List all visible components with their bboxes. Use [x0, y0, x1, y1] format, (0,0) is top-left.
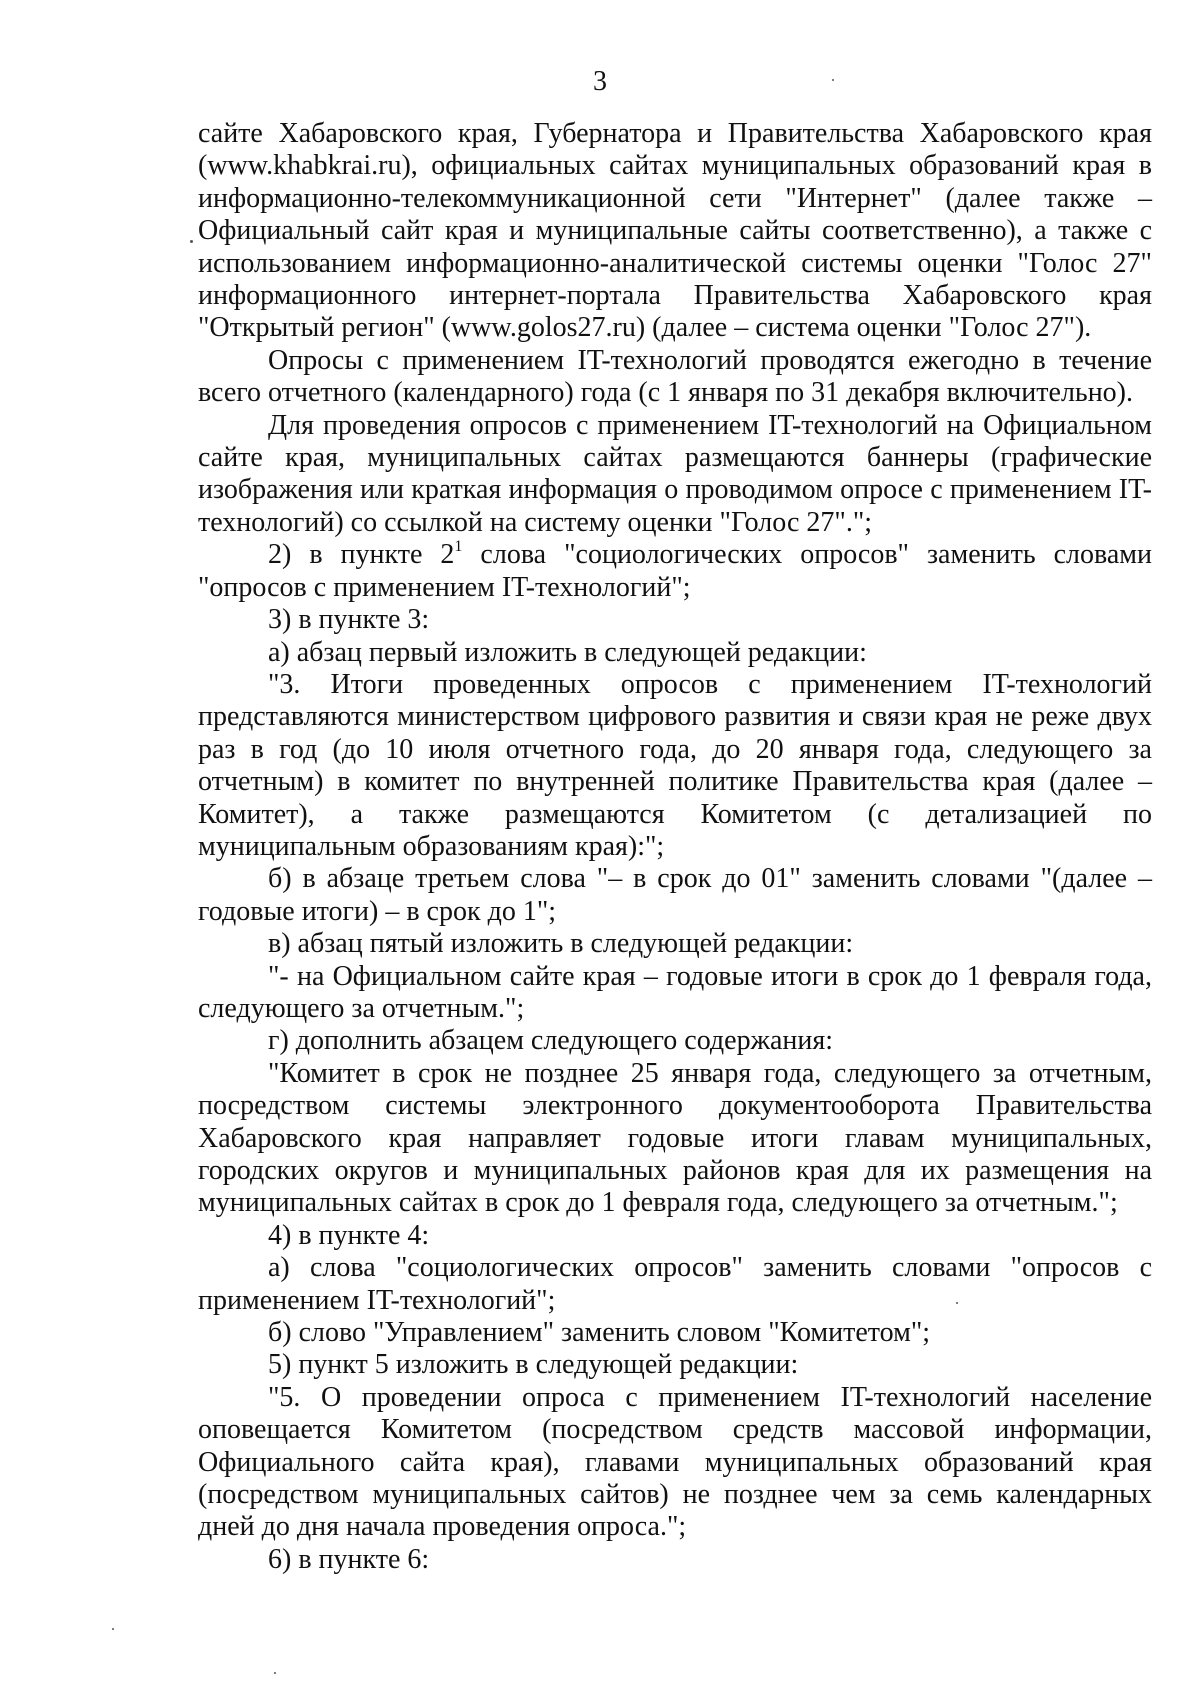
paragraph: [198, 539, 1152, 604]
scan-speck: [112, 1628, 114, 1630]
paragraph: 4) в пункте 4:: [268, 1219, 430, 1251]
paragraph: б) слово "Управлением" заменить словом "Комитетом";: [268, 1317, 931, 1349]
scan-speck: [274, 1672, 276, 1674]
paragraph: б) в абзаце третьем слова "– в срок до 01" заменить словами "(далее – годовые итоги) – в срок до 1";: [198, 863, 1152, 927]
paragraph: 3) в пункте 3:: [268, 604, 430, 636]
paragraph: "5. О проведении опроса с применением IT-технологий население оповещается Комитетом (посредством средств массовой информации, Официального сайта края), главами муниципальных образований края (посредством муниципальных сайтов) не позднее чем за семь календарных дней до дня начала проведения опроса.";: [198, 1381, 1152, 1543]
paragraph: "Комитет в срок не позднее 25 января года, следующего за отчетным, посредством системы электронного документооборота Правительства Хабаровского края направляет годовые итоги главам муниципальных, городских округов и муниципальных районов края для их размещения на муниципальных сайтах в срок до 1 февраля года, следующего за отчетным.";: [198, 1057, 1152, 1219]
paragraph: Опросы с применением IT-технологий проводятся ежегодно в течение всего отчетного (календарного) года (с 1 января по 31 декабря включительно).: [198, 344, 1152, 409]
page-number: 3: [593, 66, 607, 97]
paragraph-text-end: слова "социологических опросов" заменить словами "опросов с применением IT-технологий";: [198, 539, 1152, 603]
paragraph: а) слова "социологических опросов" заменить словами "опросов с применением IT-технологий";: [198, 1252, 1152, 1316]
paragraph: г) дополнить абзацем следующего содержания:: [268, 1025, 834, 1057]
paragraph: а) абзац первый изложить в следующей редакции:: [268, 636, 867, 668]
paragraph: 5) пункт 5 изложить в следующей редакции:: [268, 1349, 799, 1381]
paragraph: в) абзац пятый изложить в следующей редакции:: [268, 928, 854, 960]
scan-speck: [190, 240, 193, 243]
paragraph-text-start: 2) в пункте 2: [268, 539, 455, 571]
paragraph: Для проведения опросов с применением IT-технологий на Официальном сайте края, муниципальных сайтах размещаются баннеры (графические изображения или краткая информация о проводимом опросе с применением IT-технологий) со ссылкой на систему оценки "Голос 27".";: [198, 409, 1152, 538]
paragraph: сайте Хабаровского края, Губернатора и Правительства Хабаровского края (www.khabkrai.ru), официальных сайтах муниципальных образований края в информационно-телекоммуникационной сети "Интернет" (далее также – Официальный сайт края и муниципальные сайты соответственно), а также с использованием информационно-аналитической системы оценки "Голос 27" информационного интернет-портала Правительства Хабаровского края "Открытый регион" (www.golos27.ru) (далее – система оценки "Голос 27").: [198, 118, 1152, 344]
scan-speck: [956, 1302, 958, 1304]
document-body: [198, 118, 1152, 1576]
paragraph: "3. Итоги проведенных опросов с применением IT-технологий представляются министерством цифрового развития и связи края не реже двух раз в год (до 10 июля отчетного года, до 20 января года, следующего за отчетным) в комитет по внутренней политике Правительства края (далее – Комитет), а также размещаются Комитетом (с детализацией по муниципальным образованиям края):";: [198, 668, 1152, 862]
paragraph: "- на Официальном сайте края – годовые итоги в срок до 1 февраля года, следующего за отчетным.";: [198, 960, 1152, 1024]
superscript: 1: [454, 538, 463, 556]
paragraph: 6) в пункте 6:: [268, 1543, 430, 1575]
scan-speck: [832, 79, 834, 81]
